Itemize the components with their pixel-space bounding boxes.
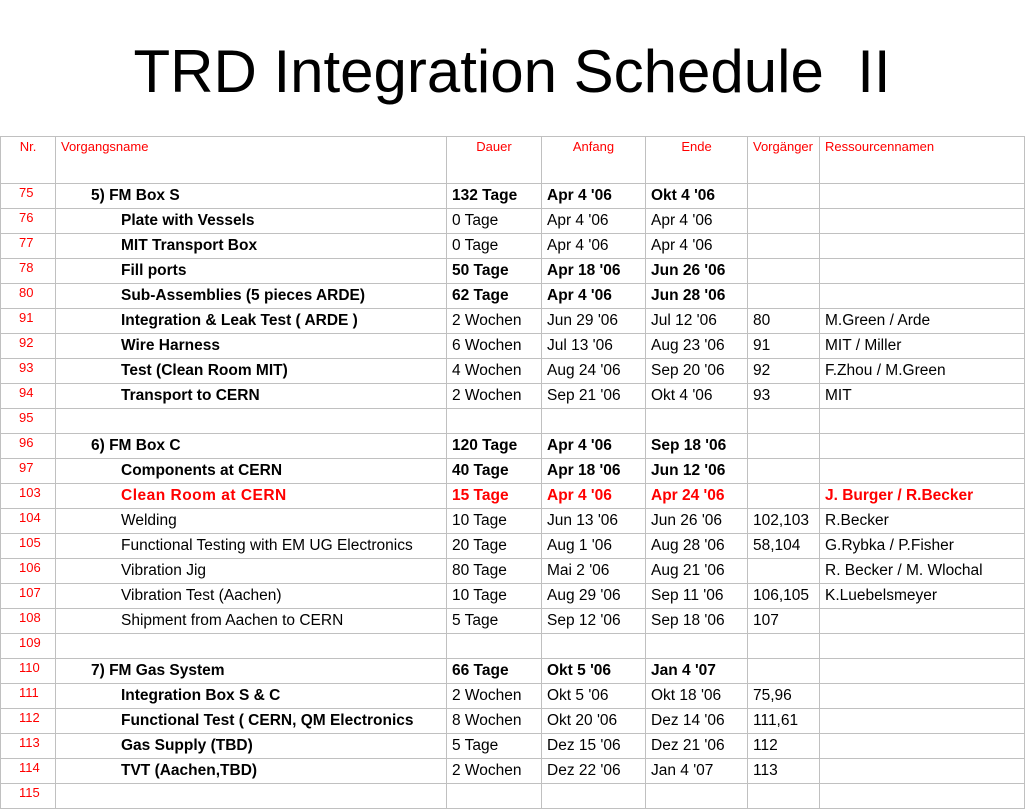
table-row: [1, 584, 1025, 609]
cell-end: Jun 26 '06: [646, 259, 748, 284]
cell-start: Jul 13 '06: [542, 334, 646, 359]
cell-duration: 6 Wochen: [447, 334, 542, 359]
table-row: [1, 634, 1025, 659]
cell-predecessors: 58,104: [748, 534, 820, 559]
cell-nr: 78: [1, 259, 56, 284]
cell-end: [646, 784, 748, 809]
cell-resources: [820, 759, 1025, 784]
cell-name: Plate with Vessels: [56, 209, 447, 234]
table-row: [1, 784, 1025, 809]
cell-predecessors: 80: [748, 309, 820, 334]
cell-duration: 5 Tage: [447, 734, 542, 759]
table-row: [1, 359, 1025, 384]
cell-resources: MIT / Miller: [820, 334, 1025, 359]
cell-predecessors: 92: [748, 359, 820, 384]
cell-duration: 120 Tage: [447, 434, 542, 459]
cell-nr: 91: [1, 309, 56, 334]
cell-resources: [820, 634, 1025, 659]
cell-duration: 8 Wochen: [447, 709, 542, 734]
cell-duration: 10 Tage: [447, 584, 542, 609]
col-header-duration: Dauer: [447, 137, 542, 184]
table-row: [1, 559, 1025, 584]
cell-nr: 112: [1, 709, 56, 734]
cell-end: Dez 14 '06: [646, 709, 748, 734]
cell-resources: J. Burger / R.Becker: [820, 484, 1025, 509]
cell-duration: 62 Tage: [447, 284, 542, 309]
header-row: [1, 137, 1025, 184]
cell-end: Dez 21 '06: [646, 734, 748, 759]
cell-duration: 10 Tage: [447, 509, 542, 534]
cell-end: Jan 4 '07: [646, 759, 748, 784]
cell-end: Jan 4 '07: [646, 659, 748, 684]
cell-duration: 80 Tage: [447, 559, 542, 584]
cell-predecessors: 113: [748, 759, 820, 784]
cell-start: Jun 13 '06: [542, 509, 646, 534]
cell-name: Transport to CERN: [56, 384, 447, 409]
cell-name: Components at CERN: [56, 459, 447, 484]
table-row: [1, 259, 1025, 284]
cell-end: Sep 11 '06: [646, 584, 748, 609]
table-row: [1, 609, 1025, 634]
cell-duration: 66 Tage: [447, 659, 542, 684]
cell-nr: 113: [1, 734, 56, 759]
cell-predecessors: [748, 459, 820, 484]
cell-predecessors: [748, 434, 820, 459]
cell-start: Apr 4 '06: [542, 184, 646, 209]
cell-name: MIT Transport Box: [56, 234, 447, 259]
cell-predecessors: [748, 259, 820, 284]
cell-name: Integration Box S & C: [56, 684, 447, 709]
cell-resources: [820, 259, 1025, 284]
cell-start: Aug 1 '06: [542, 534, 646, 559]
table-row: [1, 334, 1025, 359]
cell-resources: [820, 234, 1025, 259]
table-row: [1, 709, 1025, 734]
slide-title: TRD Integration Schedule II: [133, 38, 891, 105]
table-row: [1, 684, 1025, 709]
cell-start: [542, 784, 646, 809]
cell-nr: 114: [1, 759, 56, 784]
cell-predecessors: [748, 484, 820, 509]
cell-name: TVT (Aachen,TBD): [56, 759, 447, 784]
cell-nr: 109: [1, 634, 56, 659]
cell-name: Vibration Jig: [56, 559, 447, 584]
cell-start: Okt 5 '06: [542, 684, 646, 709]
cell-duration: 2 Wochen: [447, 684, 542, 709]
cell-duration: 20 Tage: [447, 534, 542, 559]
cell-resources: R.Becker: [820, 509, 1025, 534]
cell-name: Sub-Assemblies (5 pieces ARDE): [56, 284, 447, 309]
cell-predecessors: [748, 784, 820, 809]
cell-duration: 15 Tage: [447, 484, 542, 509]
table-row: [1, 484, 1025, 509]
col-header-resources: Ressourcennamen: [820, 137, 1025, 184]
cell-predecessors: 93: [748, 384, 820, 409]
cell-end: Jun 12 '06: [646, 459, 748, 484]
cell-start: Okt 20 '06: [542, 709, 646, 734]
schedule-sheet: [0, 136, 1024, 800]
cell-resources: F.Zhou / M.Green: [820, 359, 1025, 384]
cell-start: Dez 15 '06: [542, 734, 646, 759]
cell-predecessors: [748, 634, 820, 659]
cell-duration: 0 Tage: [447, 209, 542, 234]
cell-duration: [447, 784, 542, 809]
cell-resources: M.Green / Arde: [820, 309, 1025, 334]
cell-nr: 94: [1, 384, 56, 409]
cell-predecessors: [748, 234, 820, 259]
table-row: [1, 184, 1025, 209]
cell-end: Jun 26 '06: [646, 509, 748, 534]
cell-duration: 2 Wochen: [447, 384, 542, 409]
table-row: [1, 434, 1025, 459]
cell-name: [56, 409, 447, 434]
col-header-nr: Nr.: [1, 137, 56, 184]
cell-start: Sep 21 '06: [542, 384, 646, 409]
cell-nr: 76: [1, 209, 56, 234]
cell-start: Apr 4 '06: [542, 234, 646, 259]
col-header-name: Vorgangsname: [56, 137, 447, 184]
cell-predecessors: 111,61: [748, 709, 820, 734]
cell-nr: 77: [1, 234, 56, 259]
cell-nr: 95: [1, 409, 56, 434]
cell-start: [542, 409, 646, 434]
table-row: [1, 534, 1025, 559]
cell-name: [56, 784, 447, 809]
cell-start: Apr 18 '06: [542, 459, 646, 484]
cell-duration: [447, 634, 542, 659]
cell-resources: [820, 734, 1025, 759]
cell-start: Dez 22 '06: [542, 759, 646, 784]
cell-predecessors: 102,103: [748, 509, 820, 534]
table-row: [1, 459, 1025, 484]
cell-duration: 132 Tage: [447, 184, 542, 209]
cell-predecessors: 75,96: [748, 684, 820, 709]
cell-resources: [820, 409, 1025, 434]
cell-nr: 108: [1, 609, 56, 634]
cell-nr: 107: [1, 584, 56, 609]
cell-start: Apr 18 '06: [542, 259, 646, 284]
cell-end: [646, 634, 748, 659]
cell-name: Wire Harness: [56, 334, 447, 359]
schedule-table: [0, 136, 1025, 809]
cell-start: Okt 5 '06: [542, 659, 646, 684]
cell-duration: 2 Wochen: [447, 759, 542, 784]
cell-end: Apr 24 '06: [646, 484, 748, 509]
cell-resources: [820, 684, 1025, 709]
cell-resources: [820, 284, 1025, 309]
cell-predecessors: 91: [748, 334, 820, 359]
cell-end: Okt 4 '06: [646, 184, 748, 209]
cell-nr: 80: [1, 284, 56, 309]
cell-name: Functional Test ( CERN, QM Electronics: [56, 709, 447, 734]
cell-resources: R. Becker / M. Wlochal: [820, 559, 1025, 584]
cell-name: Clean Room at CERN: [56, 484, 447, 509]
cell-nr: 105: [1, 534, 56, 559]
table-row: [1, 759, 1025, 784]
cell-nr: 111: [1, 684, 56, 709]
cell-nr: 93: [1, 359, 56, 384]
table-row: [1, 409, 1025, 434]
cell-nr: 92: [1, 334, 56, 359]
cell-end: Aug 28 '06: [646, 534, 748, 559]
cell-nr: 75: [1, 184, 56, 209]
cell-name: Shipment from Aachen to CERN: [56, 609, 447, 634]
cell-start: Apr 4 '06: [542, 484, 646, 509]
cell-name: 6) FM Box C: [56, 434, 447, 459]
cell-end: Sep 20 '06: [646, 359, 748, 384]
cell-name: Integration & Leak Test ( ARDE ): [56, 309, 447, 334]
cell-end: Apr 4 '06: [646, 234, 748, 259]
cell-predecessors: [748, 284, 820, 309]
cell-resources: G.Rybka / P.Fisher: [820, 534, 1025, 559]
table-row: [1, 384, 1025, 409]
cell-end: Aug 23 '06: [646, 334, 748, 359]
cell-name: Functional Testing with EM UG Electronics: [56, 534, 447, 559]
cell-start: [542, 634, 646, 659]
cell-nr: 110: [1, 659, 56, 684]
cell-name: Test (Clean Room MIT): [56, 359, 447, 384]
table-row: [1, 284, 1025, 309]
cell-nr: 115: [1, 784, 56, 809]
cell-end: Jul 12 '06: [646, 309, 748, 334]
cell-predecessors: [748, 659, 820, 684]
cell-end: Apr 4 '06: [646, 209, 748, 234]
cell-end: Sep 18 '06: [646, 434, 748, 459]
cell-name: Vibration Test (Aachen): [56, 584, 447, 609]
cell-duration: 5 Tage: [447, 609, 542, 634]
cell-nr: 103: [1, 484, 56, 509]
cell-name: 5) FM Box S: [56, 184, 447, 209]
cell-start: Apr 4 '06: [542, 434, 646, 459]
cell-nr: 106: [1, 559, 56, 584]
cell-name: Welding: [56, 509, 447, 534]
col-header-start: Anfang: [542, 137, 646, 184]
cell-start: Jun 29 '06: [542, 309, 646, 334]
cell-duration: 50 Tage: [447, 259, 542, 284]
cell-duration: 4 Wochen: [447, 359, 542, 384]
cell-start: Aug 24 '06: [542, 359, 646, 384]
cell-start: Apr 4 '06: [542, 284, 646, 309]
cell-predecessors: [748, 209, 820, 234]
cell-resources: [820, 209, 1025, 234]
cell-nr: 97: [1, 459, 56, 484]
cell-predecessors: 106,105: [748, 584, 820, 609]
cell-resources: [820, 784, 1025, 809]
cell-duration: 40 Tage: [447, 459, 542, 484]
cell-resources: [820, 184, 1025, 209]
table-row: [1, 234, 1025, 259]
cell-resources: [820, 659, 1025, 684]
cell-predecessors: 107: [748, 609, 820, 634]
cell-name: [56, 634, 447, 659]
cell-duration: 0 Tage: [447, 234, 542, 259]
cell-resources: K.Luebelsmeyer: [820, 584, 1025, 609]
table-row: [1, 509, 1025, 534]
table-row: [1, 309, 1025, 334]
table-row: [1, 734, 1025, 759]
cell-start: Sep 12 '06: [542, 609, 646, 634]
cell-end: Sep 18 '06: [646, 609, 748, 634]
cell-nr: 104: [1, 509, 56, 534]
cell-start: Apr 4 '06: [542, 209, 646, 234]
table-row: [1, 659, 1025, 684]
cell-resources: MIT: [820, 384, 1025, 409]
cell-end: Okt 18 '06: [646, 684, 748, 709]
cell-start: Mai 2 '06: [542, 559, 646, 584]
cell-end: Aug 21 '06: [646, 559, 748, 584]
cell-predecessors: [748, 559, 820, 584]
col-header-predecessors: Vorgänger: [748, 137, 820, 184]
cell-end: Jun 28 '06: [646, 284, 748, 309]
cell-resources: [820, 709, 1025, 734]
cell-nr: 96: [1, 434, 56, 459]
cell-end: Okt 4 '06: [646, 384, 748, 409]
cell-end: [646, 409, 748, 434]
cell-predecessors: [748, 409, 820, 434]
cell-resources: [820, 459, 1025, 484]
cell-resources: [820, 434, 1025, 459]
col-header-end: Ende: [646, 137, 748, 184]
cell-start: Aug 29 '06: [542, 584, 646, 609]
table-row: [1, 209, 1025, 234]
cell-predecessors: [748, 184, 820, 209]
cell-duration: [447, 409, 542, 434]
cell-resources: [820, 609, 1025, 634]
cell-name: Gas Supply (TBD): [56, 734, 447, 759]
cell-predecessors: 112: [748, 734, 820, 759]
cell-name: Fill ports: [56, 259, 447, 284]
cell-name: 7) FM Gas System: [56, 659, 447, 684]
cell-duration: 2 Wochen: [447, 309, 542, 334]
